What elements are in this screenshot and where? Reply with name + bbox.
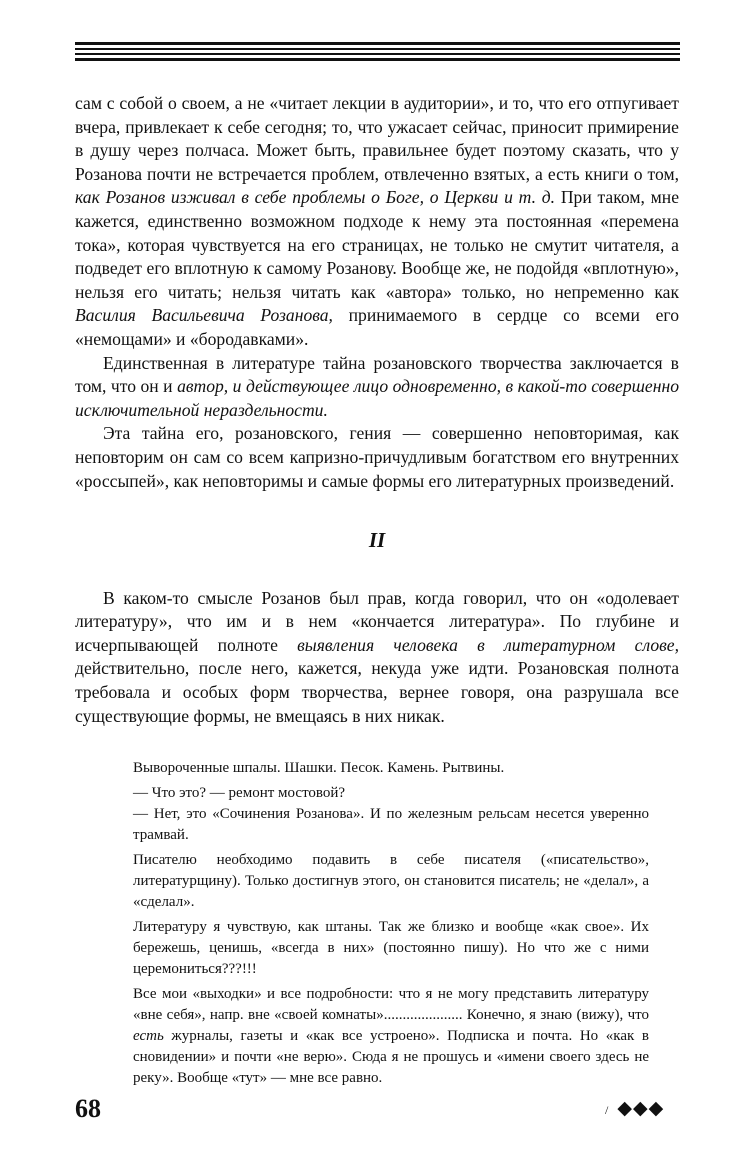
section-heading: II [368,528,386,553]
header-rules [75,42,680,64]
block-quote [133,758,649,1089]
paragraph: Эта тайна его, розановского, гения — совершенно неповторимая, как неповторим он сам со всем капризно-причудливым богатством его внутренних «россыпей», как неповторимы и самые формы его литературных произведений. [75,423,679,491]
page-body [75,92,679,1093]
quote-line: — Нет, это «Сочинения Розанова». И по железным рельсам несется уверенно трамвай. [133,806,649,844]
quote-line: — Что это? — ремонт мостовой? [133,785,346,802]
footer-ornament [605,1097,664,1120]
quote-paragraph: Писателю необходимо подавить в себе писателя («писательство», литературщину). Только достигнув этого, он становится писатель; не «делал», а «сделал». [133,852,649,911]
paragraph: сам с собой о своем, а не «читает лекции в аудитории», и то, что его отпугивает вчера, привлекает к себе сегодня; то, что ужасает сейчас, приносит примирение в душу через полчаса. Может быть, правильнее будет поэтому сказать, что у Розанова почти не встречается проблем, отвлеченно взятых, а есть книги о том, как Розанов изживал в себе проблемы о Боге, о Церкви и т. д. При таком, мне кажется, единственно возможном подходе к нему эта постоянная «перемена тока», которая чувствуется на его страницах, не только не смутит читателя, а подведет его вплотную к самому Розанову. Вообще же, не подойдя «вплотную», нельзя его читать; нельзя читать как «автора» только, но непременно как Василия Васильевича Розанова, принимаемого в сердце со всеми его «немощами» и «бородавками». [75,93,680,349]
header-rule [75,48,680,50]
quote-paragraph: Все мои «выходки» и все подробности: что я не могу представить литературу «вне себя», напр. вне «своей комнаты»..................... Конечно, я знаю (вижу), что есть журналы, газеты и «как все устроено». Подписка и почта. Но «как в сновидении» и почти «не верю». Сюда я не прошусь и «имени своего здесь не реку». Вообще «тут» — мне все равно. [133,986,649,1087]
diamond-ornament-icon: ◆◆◆ [617,1098,665,1119]
header-rule [75,58,680,61]
paragraph: Единственная в литературе тайна розановского творчества заключается в том, что он и автор, и действующее лицо одновременно, в какой-то совершенно исключительной нераздельности. [75,352,679,420]
footer-mark: / [605,1103,610,1117]
header-rule [75,42,680,45]
header-rule [75,53,680,55]
quote-line: Вывороченные шпалы. Шашки. Песок. Камень. Рытвины. [133,760,505,777]
page-number: 68 [75,1094,101,1123]
paragraph: В каком-то смысле Розанов был прав, когда говорил, что он «одолевает литературу», что им и в нем «кончается литература». По глубине и исчерпывающей полноте выявления человека в литературном слове, действительно, после него, кажется, некуда уже идти. Розановская полнота требовала и особых форм творчества, вернее говоря, она разрушала все существующие формы, не вмещаясь в них никак. [75,587,679,726]
quote-paragraph: Литературу я чувствую, как штаны. Так же близко и вообще «как свое». Их бережешь, ценишь, «всегда в них» (постоянно пишу). Но что же с ними церемониться???!!! [133,919,649,978]
